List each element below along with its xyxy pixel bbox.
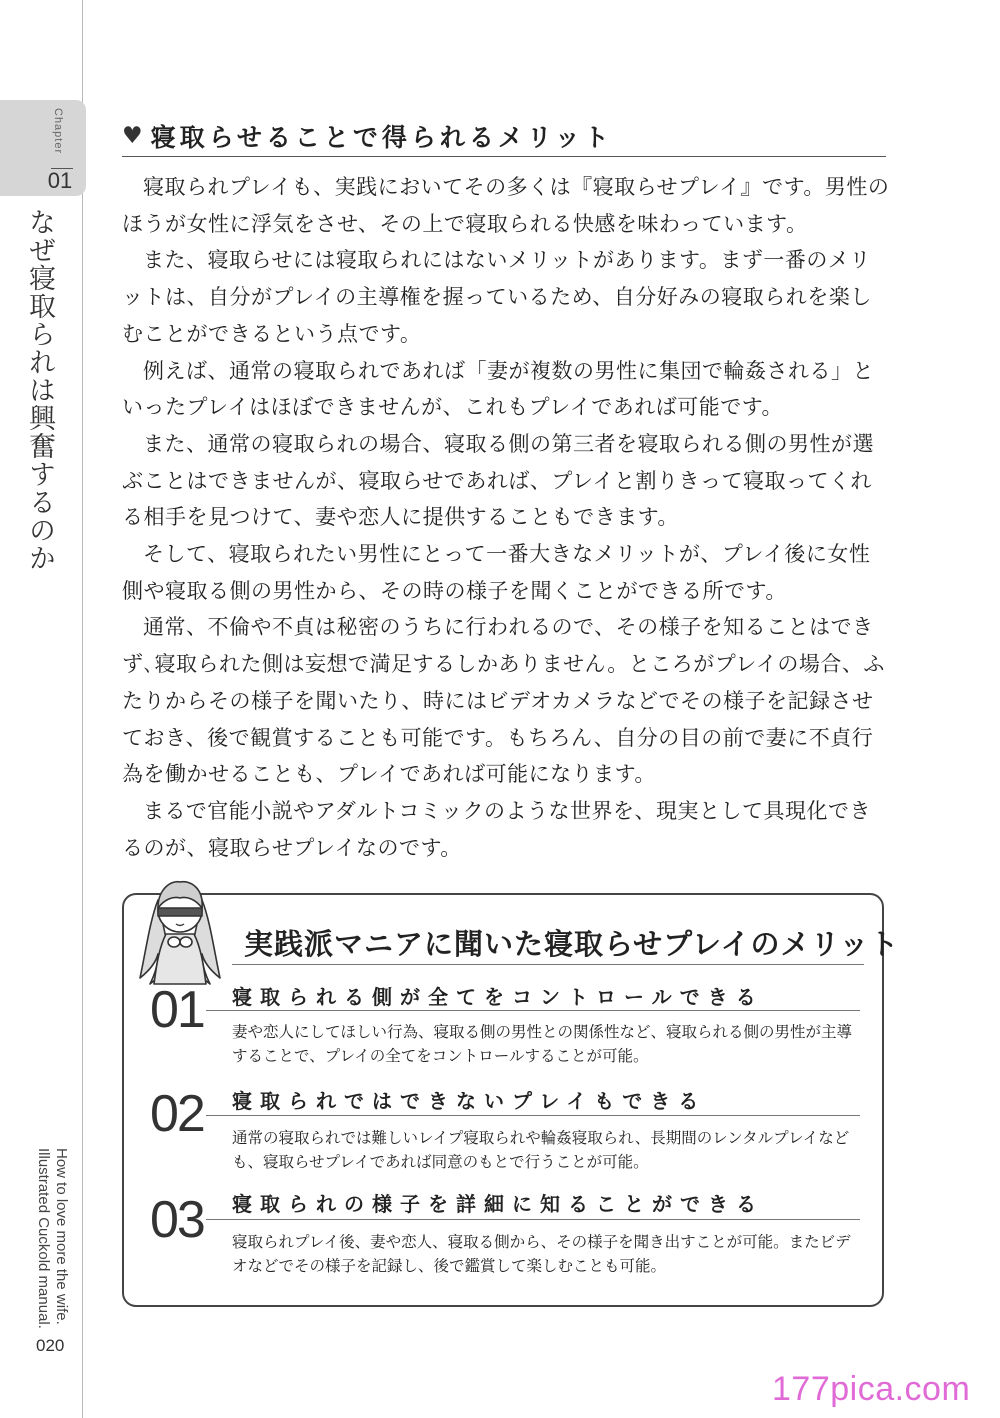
heading-underline — [122, 156, 886, 157]
book-english-title-line1: How to love more the wife. — [53, 1148, 70, 1325]
paragraph: 寝取られプレイも、実践においてその多くは『寝取らせプレイ』です。男性のほうが女性に浮気をさせ、その上で寝取られる快感を味わっています。 — [122, 175, 890, 236]
item-divider — [206, 1010, 860, 1011]
item-title: 寝取られる側が全てをコントロールできる — [232, 985, 764, 1009]
body-text — [122, 169, 890, 866]
paragraph: まるで官能小説やアダルトコミックのような世界を、現実として具現化できるのが、寝取らせプレイなのです。 — [122, 798, 872, 860]
margin-rule — [82, 0, 83, 1418]
chapter-label: Chapter — [52, 108, 64, 155]
book-english-title — [34, 1148, 70, 1329]
item-number: 01 — [150, 981, 204, 1039]
item-text: 寝取られプレイ後、妻や恋人、寝取る側から、その様子を聞き出すことが可能。またビデオなどでその様子を記録し、後で鑑賞して楽しむことも可能。 — [232, 1233, 851, 1275]
paragraph: また、通常の寝取られの場合、寝取る側の第三者を寝取られる側の男性が選ぶことはできませんが、寝取らせであれば、プレイと割りきって寝取ってくれる相手を見つけて、妻や恋人に提供することもできます。 — [122, 431, 874, 530]
section-heading-text: 寝取らせることで得られるメリット — [150, 123, 613, 152]
item-number: 03 — [150, 1191, 204, 1249]
book-english-title-line2: Illustrated Cuckold manual. — [35, 1148, 52, 1329]
box-title-underline — [232, 964, 864, 965]
paragraph: 例えば、通常の寝取られであれば「妻が複数の男性に集団で輪姦される」といったプレイはほぼできませんが、これもプレイであれば可能です。 — [122, 358, 874, 420]
box-title: 実践派マニアに聞いた寝取らせプレイのメリット — [244, 927, 900, 961]
page-number: 020 — [36, 1336, 65, 1355]
paragraph: 通常、不倫や不貞は秘密のうちに行われるので、その様子を知ることはできず､寝取られた側は妄想で満足するしかありません。ところがプレイの場合、ふたりからその様子を聞いたり、時にはビデオカメラなどでその様子を記録させておき、後で観賞することも可能です。もちろん、自分の目の前で妻に不貞行為を働かせることも、プレイであれば可能になります。 — [122, 615, 885, 787]
paragraph: また、寝取らせには寝取られにはないメリットがあります。まず一番のメリットは、自分がプレイの主導権を握っているため、自分好みの寝取られを楽しむことができるという点です。 — [122, 248, 872, 346]
chapter-title: なぜ寝取られは興奮するのか — [24, 208, 55, 572]
chapter-number: 01 — [47, 168, 73, 193]
item-divider — [206, 1115, 860, 1116]
heart-icon: ♥ — [122, 123, 143, 149]
paragraph: そして、寝取られたい男性にとって一番大きなメリットが、プレイ後に女性側や寝取る側の男性から、その時の様子を聞くことができる所です。 — [122, 542, 871, 603]
item-text: 通常の寝取られでは難しいレイプ寝取られや輪姦寝取られ、長期間のレンタルプレイなども、寝取らせプレイであれば同意のもとで行うことが可能。 — [232, 1129, 850, 1171]
item-divider — [206, 1219, 860, 1220]
mascot-illustration — [128, 870, 232, 988]
section-heading — [122, 118, 886, 154]
item-title: 寝取られの様子を詳細に知ることができる — [232, 1192, 764, 1216]
item-text: 妻や恋人にしてほしい行為、寝取る側の男性との関係性など、寝取られる側の男性が主導することで、プレイの全てをコントロールすることが可能。 — [232, 1023, 853, 1065]
site-watermark: 177pica.com — [772, 1370, 971, 1408]
item-title: 寝取られではできないプレイもできる — [232, 1089, 707, 1113]
item-number: 02 — [150, 1085, 204, 1143]
